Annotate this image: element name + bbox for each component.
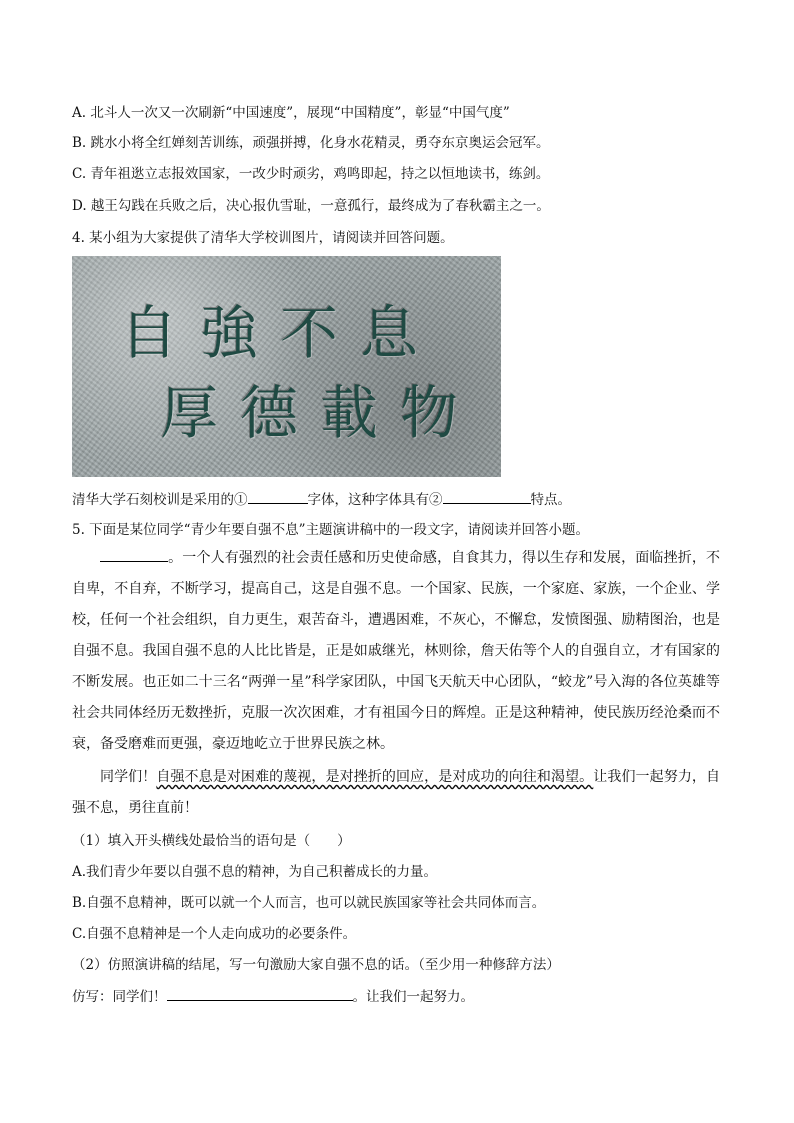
sub-question-1-option-c: C.自强不息精神是一个人走向成功的必要条件。 <box>72 926 357 942</box>
motto-line-1: 自強不息 <box>120 299 441 367</box>
motto-line-2: 厚德載物 <box>160 379 481 447</box>
sub-question-2-stem: （2）仿照演讲稿的结尾，写一句激励大家自强不息的话。（至少用一种修辞方法） <box>72 957 560 973</box>
imitation-suffix: 。让我们一起努力。 <box>352 989 474 1005</box>
sub-question-1-option-b: B.自强不息精神，既可以就一个人而言，也可以就民族国家等社会共同体而言。 <box>72 895 546 911</box>
speech-paragraph-2 <box>72 762 720 824</box>
option-d: D. 越王勾践在兵败之后，决心报仇雪耻，一意孤行，最终成为了春秋霸主之一。 <box>72 198 550 214</box>
opening-blank[interactable] <box>100 547 168 562</box>
question-4-stem: 4. 某小组为大家提供了清华大学校训图片，请阅读并回答问题。 <box>72 230 454 246</box>
q4-blank-1[interactable] <box>248 489 308 504</box>
option-c: C. 青年祖逖立志报效国家，一改少时顽劣，鸡鸣即起，持之以恒地读书，练剑。 <box>72 166 550 182</box>
q4-answer-part1: 清华大学石刻校训是采用的① <box>72 492 248 508</box>
option-a: A. 北斗人一次又一次刷新“中国速度”，展现“中国精度”，彰显“中国气度” <box>72 105 510 121</box>
sub-question-1-stem: （1）填入开头横线处最恰当的语句是（ ） <box>72 833 351 849</box>
motto-stone-image <box>72 256 501 477</box>
q4-blank-2[interactable] <box>443 489 531 504</box>
option-b: B. 跳水小将全红婵刻苦训练，顽强拼搏，化身水花精灵，勇夺东京奥运会冠军。 <box>72 135 550 151</box>
q4-answer-part2: 字体，这种字体具有② <box>307 492 443 508</box>
para2-wavy-underlined: 自强不息是对困难的蔑视，是对挫折的回应，是对成功的向往和渴望。 <box>156 769 594 785</box>
para2-end: 让我们一起努力，自强不息，勇往直前！ <box>72 769 721 816</box>
imitation-prefix: 仿写：同学们！ <box>72 989 167 1005</box>
sub-question-1-option-a: A.我们青少年要以自强不息的精神，为自己积蓄成长的力量。 <box>72 864 438 880</box>
speech-paragraph-1 <box>72 543 720 760</box>
q4-answer-part3: 特点。 <box>530 492 571 508</box>
question-5-stem: 5. 下面是某位同学“青少年要自强不息”主题演讲稿中的一段文字，请阅读并回答小题。 <box>72 522 589 538</box>
para2-start: 同学们！ <box>100 769 157 785</box>
speech-paragraph-1-text: 。一个人有强烈的社会责任感和历史使命感，自食其力，得以生存和发展，面临挫折，不自卑，不自弃，不断学习，提高自己，这是自强不息。一个国家、民族，一个家庭、家族，一个企业、学校，任何一个社会组织，自力更生，艰苦奋斗，遭遇困难，不灰心，不懈怠，发愤图强、励精图治，也是自强不息。我国自强不息的人比比皆是，正是如戚继光，林则徐，詹天佑等个人的自强自立，才有国家的不断发展。也正如二十三名“两弹一星”科学家团队，中国飞天航天中心团队，“蛟龙”号入海的各位英雄等社会共同体经历无数挫折，克服一次次困难，才有祖国今日的辉煌。正是这种精神，使民族历经沧桑而不衰，备受磨难而更强，豪迈地屹立于世界民族之林。 <box>72 550 720 752</box>
question-4-answer-line <box>72 489 732 510</box>
imitation-blank[interactable] <box>167 986 353 1001</box>
imitation-answer-line <box>72 986 732 1007</box>
